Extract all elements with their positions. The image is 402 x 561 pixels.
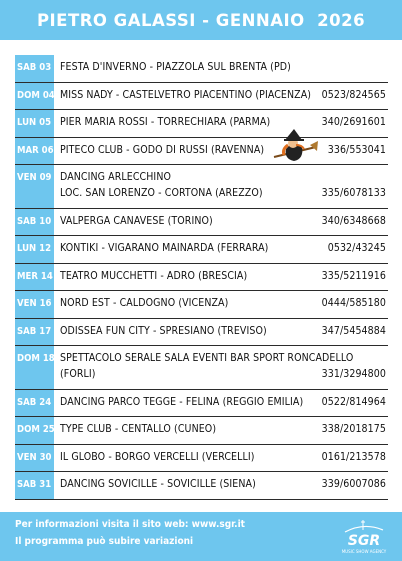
event-date-badge bbox=[15, 390, 54, 417]
event-date: SAB 17 bbox=[17, 325, 52, 337]
event-row bbox=[15, 445, 388, 473]
event-phone: 347/5454884 bbox=[321, 324, 386, 337]
event-venue: DANCING SOVICILLE - SOVICILLE (SIENA) bbox=[60, 478, 256, 490]
event-date-badge bbox=[15, 346, 54, 389]
event-venue: DANCING PARCO TEGGE - FELINA (REGGIO EMILIA) bbox=[60, 395, 304, 408]
event-venue: KONTIKI - VIGARANO MAINARDA (FERRARA) bbox=[60, 242, 269, 254]
event-row bbox=[15, 319, 388, 347]
event-date: DOM 18 bbox=[17, 353, 55, 364]
event-date: SAB 24 bbox=[17, 396, 52, 408]
event-date: VEN 30 bbox=[17, 451, 52, 463]
event-phone: 338/2018175 bbox=[321, 423, 386, 435]
event-venue: NORD EST - CALDOGNO (VICENZA) bbox=[60, 297, 229, 309]
event-list bbox=[15, 55, 388, 500]
footer bbox=[0, 512, 402, 561]
svg-text:MUSIC SHOW AGENCY: MUSIC SHOW AGENCY bbox=[341, 549, 387, 554]
page-header bbox=[0, 0, 402, 40]
event-venue: TYPE CLUB - CENTALLO (CUNEO) bbox=[60, 423, 217, 435]
event-venue: DANCING ARLECCHINO bbox=[60, 171, 172, 183]
event-date: DOM 04 bbox=[17, 89, 55, 101]
event-row bbox=[15, 291, 388, 319]
footer-note-text: Il programma può subire variazioni bbox=[15, 536, 194, 547]
event-date: LUN 12 bbox=[17, 243, 52, 254]
event-date: VEN 09 bbox=[17, 172, 52, 183]
event-date-badge bbox=[15, 291, 54, 318]
event-date: SAB 03 bbox=[17, 62, 52, 73]
event-date: VEN 16 bbox=[17, 298, 52, 309]
event-date-badge bbox=[15, 138, 54, 165]
sgr-logo bbox=[335, 518, 393, 556]
event-venue: IL GLOBO - BORGO VERCELLI (VERCELLI) bbox=[60, 450, 255, 463]
page-title: PIETRO GALASSI - GENNAIO 2026 bbox=[36, 10, 366, 30]
event-row bbox=[15, 209, 388, 237]
event-date-badge bbox=[15, 319, 54, 346]
event-venue: SPETTACOLO SERALE SALA EVENTI BAR SPORT RONCADELLO bbox=[60, 352, 354, 364]
event-row bbox=[15, 55, 388, 83]
event-venue: TEATRO MUCCHETTI - ADRO (BRESCIA) bbox=[60, 269, 248, 282]
event-row bbox=[15, 346, 388, 390]
event-phone: 0444/585180 bbox=[321, 297, 386, 309]
event-venue: (FORLI) bbox=[60, 368, 96, 380]
event-venue: FESTA D'INVERNO - PIAZZOLA SUL BRENTA (PD) bbox=[60, 61, 291, 73]
event-venue: PITECO CLUB - GODO DI RUSSI (RAVENNA) bbox=[60, 143, 265, 156]
event-venue: ODISSEA FUN CITY - SPRESIANO (TREVISO) bbox=[60, 324, 267, 337]
event-venue: VALPERGA CANAVESE (TORINO) bbox=[60, 214, 213, 227]
event-date-badge bbox=[15, 83, 54, 110]
footer-info-text: Per informazioni visita il sito web: www.sgr.it bbox=[15, 519, 245, 530]
event-phone: 339/6007086 bbox=[321, 478, 386, 490]
event-phone: 335/6078133 bbox=[321, 187, 386, 199]
event-row bbox=[15, 264, 388, 292]
event-phone: 331/3294800 bbox=[321, 368, 386, 380]
event-row bbox=[15, 390, 388, 418]
event-row bbox=[15, 236, 388, 264]
event-date-badge bbox=[15, 165, 54, 208]
event-date-badge bbox=[15, 110, 54, 137]
svg-text:SGR: SGR bbox=[347, 533, 381, 549]
event-phone: 0523/824565 bbox=[321, 88, 386, 101]
event-phone: 340/6348668 bbox=[321, 214, 386, 227]
event-date-badge bbox=[15, 209, 54, 236]
event-date-badge bbox=[15, 236, 54, 263]
event-date-badge bbox=[15, 445, 54, 472]
event-row bbox=[15, 110, 388, 138]
event-date-badge bbox=[15, 417, 54, 444]
event-phone: 0532/43245 bbox=[327, 242, 386, 254]
event-date: MER 14 bbox=[17, 270, 53, 282]
event-date: LUN 05 bbox=[17, 117, 52, 128]
event-phone: 0161/213578 bbox=[321, 450, 386, 463]
event-venue: LOC. SAN LORENZO - CORTONA (AREZZO) bbox=[60, 187, 263, 199]
event-date: MAR 06 bbox=[17, 144, 54, 156]
event-date: SAB 31 bbox=[17, 479, 52, 490]
event-phone: 335/5211916 bbox=[321, 269, 386, 282]
event-row bbox=[15, 138, 388, 166]
event-phone: 340/2691601 bbox=[321, 116, 386, 128]
witch-on-broom-icon bbox=[272, 127, 318, 167]
event-date-badge bbox=[15, 472, 54, 499]
event-row bbox=[15, 417, 388, 445]
event-date: DOM 25 bbox=[17, 424, 55, 435]
event-phone: 0522/814964 bbox=[321, 395, 386, 408]
event-row bbox=[15, 165, 388, 209]
event-row bbox=[15, 83, 388, 111]
event-row bbox=[15, 472, 388, 500]
event-date-badge bbox=[15, 264, 54, 291]
event-venue: MISS NADY - CASTELVETRO PIACENTINO (PIACENZA) bbox=[60, 88, 312, 101]
event-date: SAB 10 bbox=[17, 215, 52, 227]
event-venue: PIER MARIA ROSSI - TORRECHIARA (PARMA) bbox=[60, 116, 271, 128]
event-phone: 336/553041 bbox=[327, 143, 386, 156]
event-date-badge bbox=[15, 55, 54, 82]
